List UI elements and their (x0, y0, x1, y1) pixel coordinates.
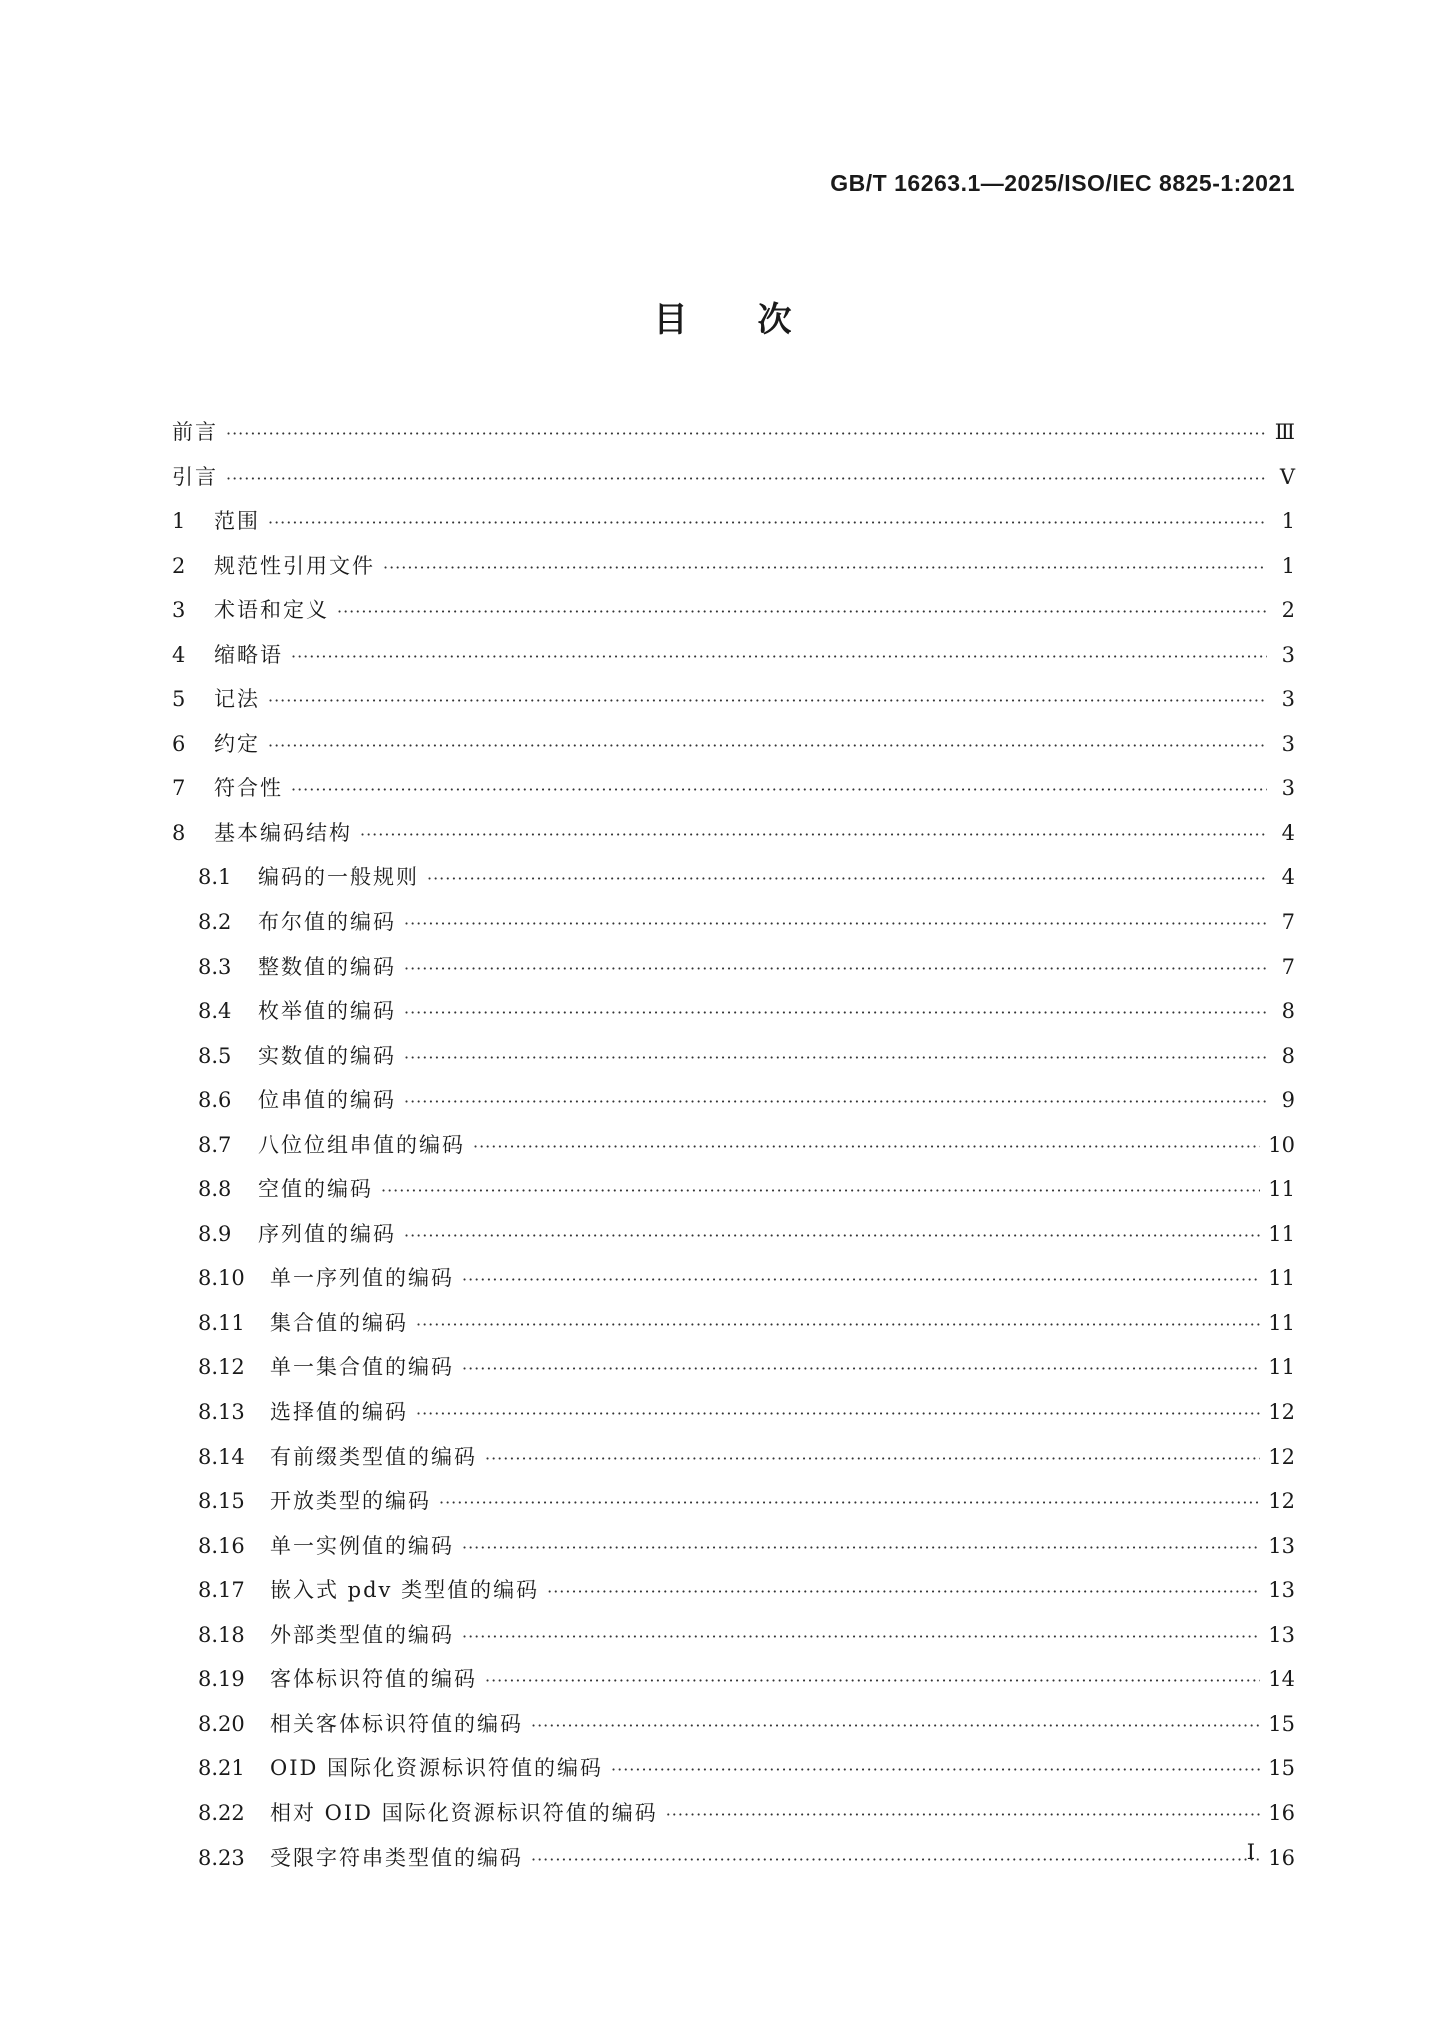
standard-number-header: GB/T 16263.1—2025/ISO/IEC 8825-1:2021 (830, 170, 1295, 196)
toc-entry-title: 布尔值的编码 (258, 910, 396, 935)
toc-dot-leader (485, 1659, 1260, 1704)
toc-entry-number: 8.3 (198, 954, 232, 979)
toc-entry-title: 受限字符串类型值的编码 (270, 1845, 523, 1870)
toc-dot-leader (473, 1125, 1260, 1170)
toc-entry[interactable] (172, 499, 1295, 544)
toc-dot-leader (383, 546, 1267, 591)
toc-entry-title: 集合值的编码 (270, 1310, 408, 1335)
toc-dot-leader (404, 947, 1267, 992)
toc-entry-page: 15 (1268, 1711, 1295, 1736)
toc-entry-number: 1 (172, 509, 186, 534)
toc-entry-number: 8.8 (198, 1177, 232, 1202)
toc-entry[interactable] (172, 1524, 1295, 1569)
toc-dot-leader (462, 1258, 1260, 1303)
toc-entry-number: 8.2 (198, 910, 232, 935)
toc-entry[interactable] (172, 989, 1295, 1034)
toc-entry-title: 引言 (172, 464, 218, 489)
toc-entry-title: OID 国际化资源标识符值的编码 (270, 1756, 604, 1781)
page-number: Ⅰ (1246, 1840, 1255, 1864)
toc-entry-page: 4 (1281, 865, 1295, 890)
toc-entry-title: 嵌入式 pdv 类型值的编码 (270, 1578, 540, 1603)
toc-entry[interactable] (172, 1613, 1295, 1658)
toc-entry-title: 前言 (172, 420, 218, 444)
toc-entry[interactable] (172, 1345, 1295, 1390)
toc-entry[interactable] (172, 900, 1295, 945)
toc-dot-leader (666, 1793, 1261, 1838)
toc-entry-title: 单一集合值的编码 (270, 1355, 454, 1380)
toc-entry-title: 有前缀类型值的编码 (270, 1444, 477, 1469)
toc-entry-number: 5 (172, 687, 186, 712)
toc-entry-number: 8.10 (198, 1266, 245, 1291)
toc-dot-leader (547, 1570, 1260, 1615)
toc-entry-title: 选择值的编码 (270, 1400, 408, 1425)
toc-dot-leader (404, 1214, 1260, 1259)
toc-entry[interactable] (172, 1568, 1295, 1613)
toc-entry-title: 相关客体标识符值的编码 (270, 1711, 523, 1736)
toc-entry-page: 11 (1268, 1266, 1295, 1291)
toc-entry[interactable] (172, 1746, 1295, 1791)
toc-entry-page: 12 (1268, 1444, 1295, 1469)
toc-dot-leader (268, 501, 1267, 546)
table-of-contents (172, 410, 1295, 1880)
toc-entry[interactable] (172, 1123, 1295, 1168)
toc-dot-leader (462, 1347, 1260, 1392)
toc-entry-number: 3 (172, 598, 186, 623)
toc-entry-page: 12 (1268, 1400, 1295, 1425)
toc-entry-page: 13 (1268, 1533, 1295, 1558)
toc-entry-number: 8.19 (198, 1667, 245, 1692)
toc-entry[interactable] (172, 1301, 1295, 1346)
toc-entry-page: 16 (1268, 1800, 1295, 1825)
toc-entry-page: 8 (1281, 999, 1295, 1024)
toc-entry[interactable] (172, 945, 1295, 990)
toc-entry-number: 8.15 (198, 1489, 245, 1514)
toc-entry-title: 序列值的编码 (258, 1221, 396, 1246)
toc-dot-leader (404, 1036, 1267, 1081)
toc-entry-number: 7 (172, 776, 186, 801)
toc-entry-page: Ⅲ (1274, 420, 1295, 444)
toc-entry-page: 7 (1281, 954, 1295, 979)
toc-dot-leader (291, 635, 1267, 680)
toc-dot-leader (381, 1169, 1260, 1214)
toc-entry-page: 11 (1268, 1310, 1295, 1335)
toc-entry-page: 9 (1281, 1088, 1295, 1113)
toc-entry-title: 位串值的编码 (258, 1088, 396, 1113)
toc-entry-number: 8.20 (198, 1711, 245, 1736)
toc-entry-number: 8.11 (198, 1310, 245, 1335)
toc-entry-title: 实数值的编码 (258, 1043, 396, 1068)
toc-dot-leader (268, 724, 1267, 769)
toc-entry[interactable] (172, 766, 1295, 811)
toc-entry-number: 8.7 (198, 1132, 232, 1157)
toc-entry[interactable] (172, 1479, 1295, 1524)
toc-entry-number: 8.17 (198, 1578, 245, 1603)
toc-entry-title: 单一实例值的编码 (270, 1533, 454, 1558)
toc-entry-title: 枚举值的编码 (258, 999, 396, 1024)
toc-entry-title: 记法 (214, 687, 260, 712)
toc-entry[interactable] (172, 1034, 1295, 1079)
toc-entry[interactable] (172, 722, 1295, 767)
toc-entry-title: 整数值的编码 (258, 954, 396, 979)
toc-entry-title: 范围 (214, 509, 260, 534)
toc-dot-leader (485, 1437, 1260, 1482)
toc-entry-number: 8.1 (198, 865, 232, 890)
toc-entry[interactable] (172, 1256, 1295, 1301)
toc-entry[interactable] (172, 410, 1295, 455)
toc-entry-page: 3 (1281, 642, 1295, 667)
toc-entry-number: 8.5 (198, 1043, 232, 1068)
toc-entry-page: 4 (1281, 820, 1295, 845)
toc-entry-page: 11 (1268, 1355, 1295, 1380)
toc-entry-title: 术语和定义 (214, 598, 329, 623)
page-title: 目次 (653, 300, 862, 340)
toc-entry-title: 八位位组串值的编码 (258, 1132, 465, 1157)
toc-entry-number: 8.12 (198, 1355, 245, 1380)
toc-entry[interactable] (172, 1435, 1295, 1480)
toc-entry-number: 8.14 (198, 1444, 245, 1469)
toc-entry[interactable] (172, 1212, 1295, 1257)
toc-entry-title: 空值的编码 (258, 1177, 373, 1202)
toc-entry-page: 3 (1281, 731, 1295, 756)
toc-entry-number: 8.16 (198, 1533, 245, 1558)
toc-dot-leader (404, 991, 1267, 1036)
toc-entry-number: 2 (172, 553, 186, 578)
toc-entry-number: 8.23 (198, 1845, 245, 1870)
toc-dot-leader (226, 412, 1267, 457)
toc-entry[interactable] (172, 1836, 1295, 1881)
toc-entry[interactable] (172, 455, 1295, 500)
toc-dot-leader (439, 1481, 1260, 1526)
toc-entry-number: 8 (172, 820, 186, 845)
toc-dot-leader (416, 1392, 1260, 1437)
toc-entry-title: 符合性 (214, 776, 283, 801)
toc-entry[interactable] (172, 677, 1295, 722)
toc-entry-page: 11 (1268, 1177, 1295, 1202)
toc-entry-page: 15 (1268, 1756, 1295, 1781)
toc-entry-title: 开放类型的编码 (270, 1489, 431, 1514)
toc-entry[interactable] (172, 811, 1295, 856)
toc-entry[interactable] (172, 588, 1295, 633)
toc-dot-leader (531, 1838, 1260, 1883)
toc-dot-leader (416, 1303, 1260, 1348)
toc-dot-leader (611, 1748, 1260, 1793)
toc-entry-number: 4 (172, 642, 186, 667)
toc-entry[interactable] (172, 1791, 1295, 1836)
toc-dot-leader (404, 1080, 1267, 1125)
toc-entry-number: 8.6 (198, 1088, 232, 1113)
toc-entry-page: 13 (1268, 1578, 1295, 1603)
toc-entry-title: 基本编码结构 (214, 820, 352, 845)
toc-entry-number: 6 (172, 731, 186, 756)
toc-entry-page: 1 (1281, 509, 1295, 534)
toc-entry-number: 8.13 (198, 1400, 245, 1425)
toc-entry-page: 11 (1268, 1221, 1295, 1246)
toc-dot-leader (531, 1704, 1260, 1749)
toc-entry[interactable] (172, 633, 1295, 678)
toc-entry-page: 8 (1281, 1043, 1295, 1068)
toc-dot-leader (427, 857, 1267, 902)
toc-dot-leader (404, 902, 1267, 947)
toc-entry-page: 12 (1268, 1489, 1295, 1514)
toc-entry[interactable] (172, 1702, 1295, 1747)
toc-dot-leader (337, 590, 1267, 635)
toc-entry-title: 单一序列值的编码 (270, 1266, 454, 1291)
toc-entry-title: 外部类型值的编码 (270, 1622, 454, 1647)
toc-entry-title: 相对 OID 国际化资源标识符值的编码 (270, 1800, 658, 1825)
toc-entry-number: 8.18 (198, 1622, 245, 1647)
toc-entry-page: 10 (1268, 1132, 1295, 1157)
toc-entry-page: 3 (1281, 776, 1295, 801)
toc-entry[interactable] (172, 1657, 1295, 1702)
toc-entry[interactable] (172, 544, 1295, 589)
toc-dot-leader (462, 1526, 1260, 1571)
toc-entry-number: 8.21 (198, 1756, 245, 1781)
toc-entry-title: 约定 (214, 731, 260, 756)
toc-entry-number: 8.22 (198, 1800, 245, 1825)
toc-dot-leader (462, 1615, 1260, 1660)
toc-entry-page: 16 (1268, 1845, 1295, 1870)
toc-entry-page: 14 (1268, 1667, 1295, 1692)
toc-entry-page: 7 (1281, 910, 1295, 935)
toc-dot-leader (291, 768, 1267, 813)
toc-entry-page: Ⅴ (1279, 464, 1295, 489)
toc-entry-page: 13 (1268, 1622, 1295, 1647)
toc-entry-title: 规范性引用文件 (214, 553, 375, 578)
toc-dot-leader (268, 679, 1267, 724)
toc-entry-number: 8.9 (198, 1221, 232, 1246)
toc-entry-title: 缩略语 (214, 642, 283, 667)
toc-entry-page: 3 (1281, 687, 1295, 712)
toc-dot-leader (360, 813, 1267, 858)
toc-entry[interactable] (172, 1078, 1295, 1123)
toc-entry-page: 2 (1281, 598, 1295, 623)
toc-entry[interactable] (172, 1390, 1295, 1435)
toc-entry-title: 客体标识符值的编码 (270, 1667, 477, 1692)
toc-entry-page: 1 (1281, 553, 1295, 578)
toc-dot-leader (226, 457, 1267, 502)
toc-entry[interactable] (172, 855, 1295, 900)
toc-entry-title: 编码的一般规则 (258, 865, 419, 890)
toc-entry-number: 8.4 (198, 999, 232, 1024)
toc-entry[interactable] (172, 1167, 1295, 1212)
